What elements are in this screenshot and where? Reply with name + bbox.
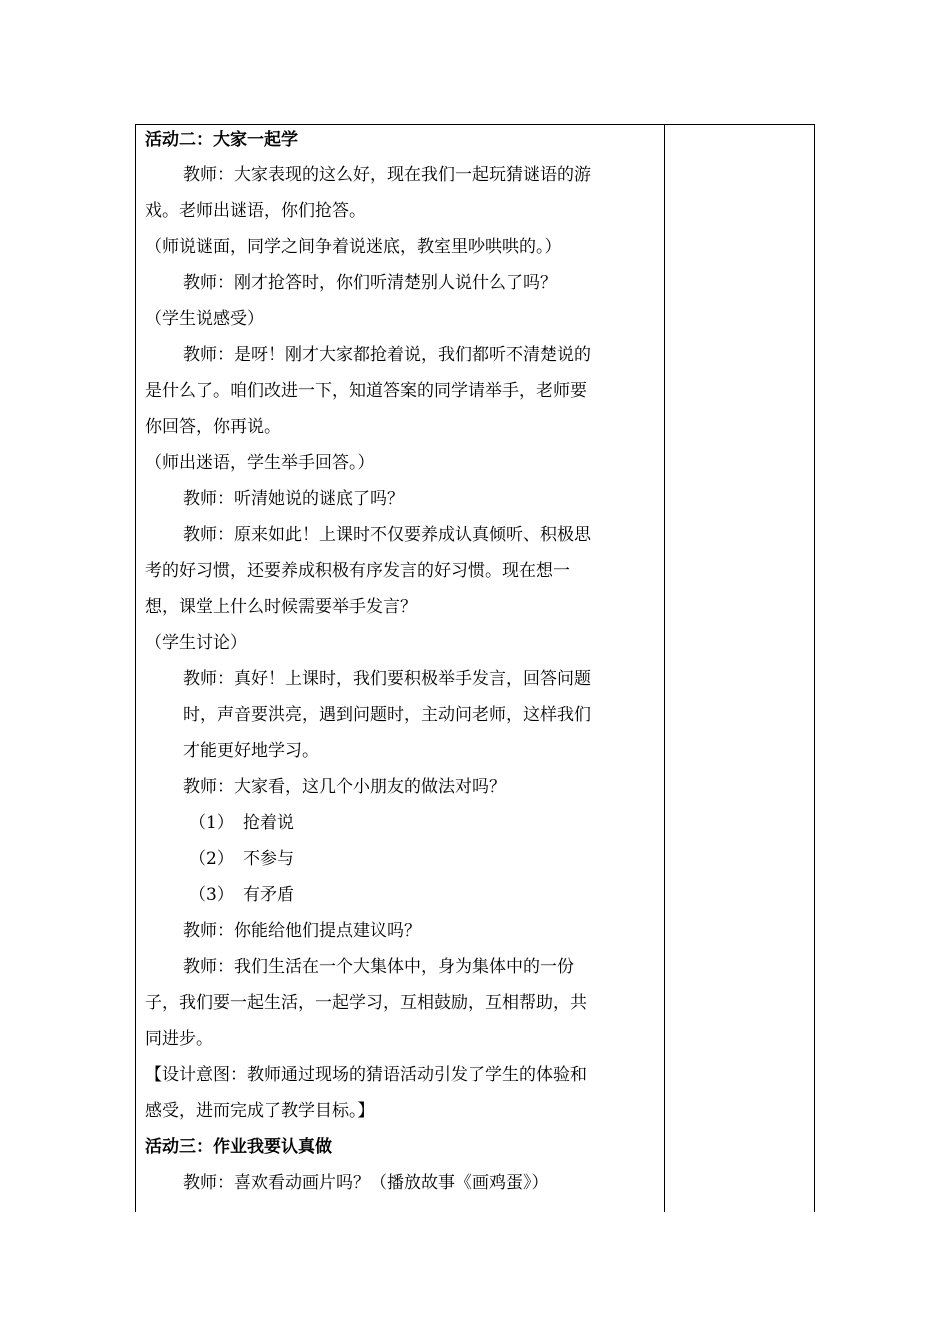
list-item (145, 877, 645, 913)
text-line: 教师：大家表现的这么好，现在我们一起玩猜谜语的游 (183, 165, 591, 185)
list-item (145, 805, 645, 841)
design-intent-note: 【设计意图：教师通过现场的猜语活动引发了学生的体验和 (145, 1065, 587, 1085)
activity-two-heading: 活动二：大家一起学 (145, 130, 298, 150)
text-line: 教师：刚才抢答时，你们听清楚别人说什么了吗？ (183, 273, 557, 293)
text-line: 才能更好地学习。 (183, 741, 319, 761)
text-line: （师出迷语，学生举手回答。） (145, 453, 375, 473)
text-line: 教师：是呀！刚才大家都抢着说，我们都听不清楚说的 (183, 345, 591, 365)
list-number: （3） (189, 885, 234, 905)
column-divider (664, 125, 665, 1212)
text-line: 教师：听清她说的谜底了吗？ (183, 489, 404, 509)
text-line: 是什么了。咱们改进一下，知道答案的同学请举手，老师要 (145, 381, 587, 401)
list-text: 抢着说 (243, 813, 294, 833)
text-line: 戏。老师出谜语，你们抢答。 (145, 201, 366, 221)
list-item (145, 841, 645, 877)
text-line: 教师：原来如此！上课时不仅要养成认真倾听、积极思 (183, 525, 591, 545)
text-line: 你回答，你再说。 (145, 417, 281, 437)
list-text: 有矛盾 (243, 885, 294, 905)
text-line: 教师：大家看，这几个小朋友的做法对吗？ (183, 777, 506, 797)
activity-three-heading: 活动三：作业我要认真做 (145, 1137, 332, 1157)
text-line: 教师：我们生活在一个大集体中，身为集体中的一份 (183, 957, 574, 977)
design-intent-note: 感受，进而完成了教学目标。】 (145, 1101, 375, 1121)
text-line: （师说谜面，同学之间争着说迷底，教室里吵哄哄的。） (145, 237, 562, 257)
lesson-content-cell (145, 125, 645, 1201)
list-number: （1） (189, 813, 234, 833)
lesson-table (135, 124, 815, 1212)
text-line: 子，我们要一起生活，一起学习，互相鼓励，互相帮助，共 (145, 993, 587, 1013)
text-line: 同进步。 (145, 1029, 213, 1049)
text-line: 教师：你能给他们提点建议吗？ (183, 921, 421, 941)
text-line: 想，课堂上什么时候需要举手发言？ (145, 597, 417, 617)
text-line: （学生讨论） (145, 633, 247, 653)
text-line: 教师：真好！上课时，我们要积极举手发言，回答问题 (183, 669, 591, 689)
text-line: 考的好习惯，还要养成积极有序发言的好习惯。现在想一 (145, 561, 570, 581)
list-text: 不参与 (243, 849, 294, 869)
text-line: 时，声音要洪亮，遇到问题时，主动问老师，这样我们 (183, 705, 591, 725)
list-number: （2） (189, 849, 234, 869)
text-line: （学生说感受） (145, 309, 264, 329)
text-line: 教师：喜欢看动画片吗？（播放故事《画鸡蛋》） (183, 1173, 549, 1193)
